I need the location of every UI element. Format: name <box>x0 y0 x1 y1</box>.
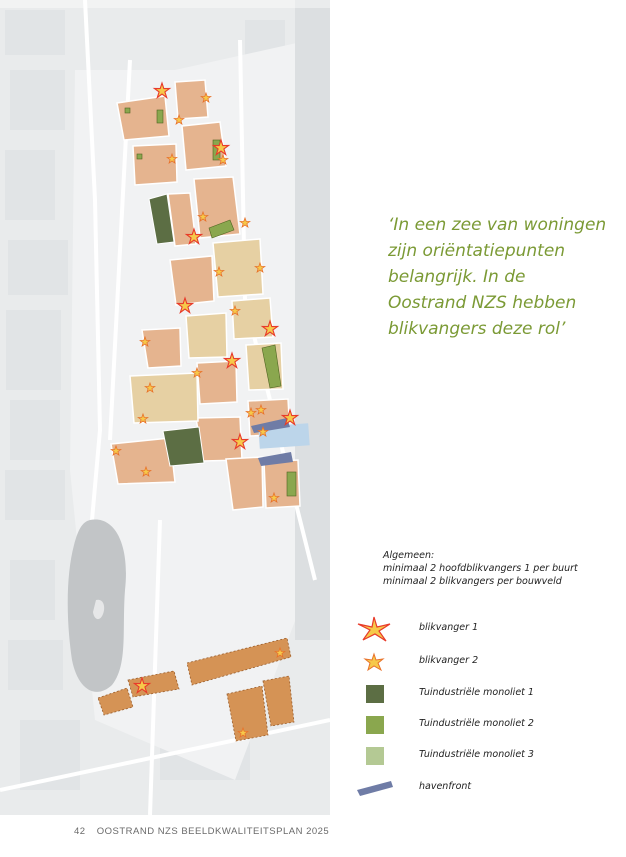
monolith-3-swatch <box>355 743 395 769</box>
small-star-icon <box>355 649 395 675</box>
legend-label: havenfront <box>419 781 472 792</box>
general-line: minimaal 2 hoofdblikvangers 1 per buurt <box>383 563 578 574</box>
quote-line: zijn oriëntatiepunten <box>388 241 566 261</box>
monolith-2-swatch <box>355 712 395 738</box>
general-line: minimaal 2 blikvangers per bouwveld <box>383 576 562 587</box>
legend-label: blikvanger 2 <box>419 655 479 666</box>
quote-line: ‘In een zee van woningen <box>388 215 607 235</box>
quote-line: blikvangers deze rol’ <box>388 319 566 339</box>
monolith-1-swatch <box>355 681 395 707</box>
legend-label: Tuindustriële monoliet 3 <box>419 749 534 760</box>
large-star-icon <box>355 616 395 642</box>
page-footer <box>74 826 329 837</box>
rail-corridor <box>295 0 330 640</box>
legend-item-blikvanger-1 <box>355 616 615 642</box>
quote-text <box>388 212 618 342</box>
quote-line: belangrijk. In de <box>388 267 526 287</box>
havenfront-icon <box>355 775 395 801</box>
legend-item-monolith-1 <box>355 681 615 707</box>
document-title: OOSTRAND NZS BEELDKWALITEITSPLAN 2025 <box>96 826 330 837</box>
legend-label: Tuindustriële monoliet 2 <box>419 718 534 729</box>
quote-line: Oostrand NZS hebben <box>388 293 577 313</box>
legend-item-monolith-3 <box>355 743 615 769</box>
legend-item-monolith-2 <box>355 712 615 738</box>
general-notes <box>383 549 623 588</box>
legend-label: Tuindustriële monoliet 1 <box>419 687 534 698</box>
general-title: Algemeen: <box>383 550 435 561</box>
legend-item-blikvanger-2 <box>355 649 615 675</box>
legend-label: blikvanger 1 <box>419 622 479 633</box>
legend-item-havenfront <box>355 775 615 801</box>
page-number: 42 <box>74 826 86 837</box>
